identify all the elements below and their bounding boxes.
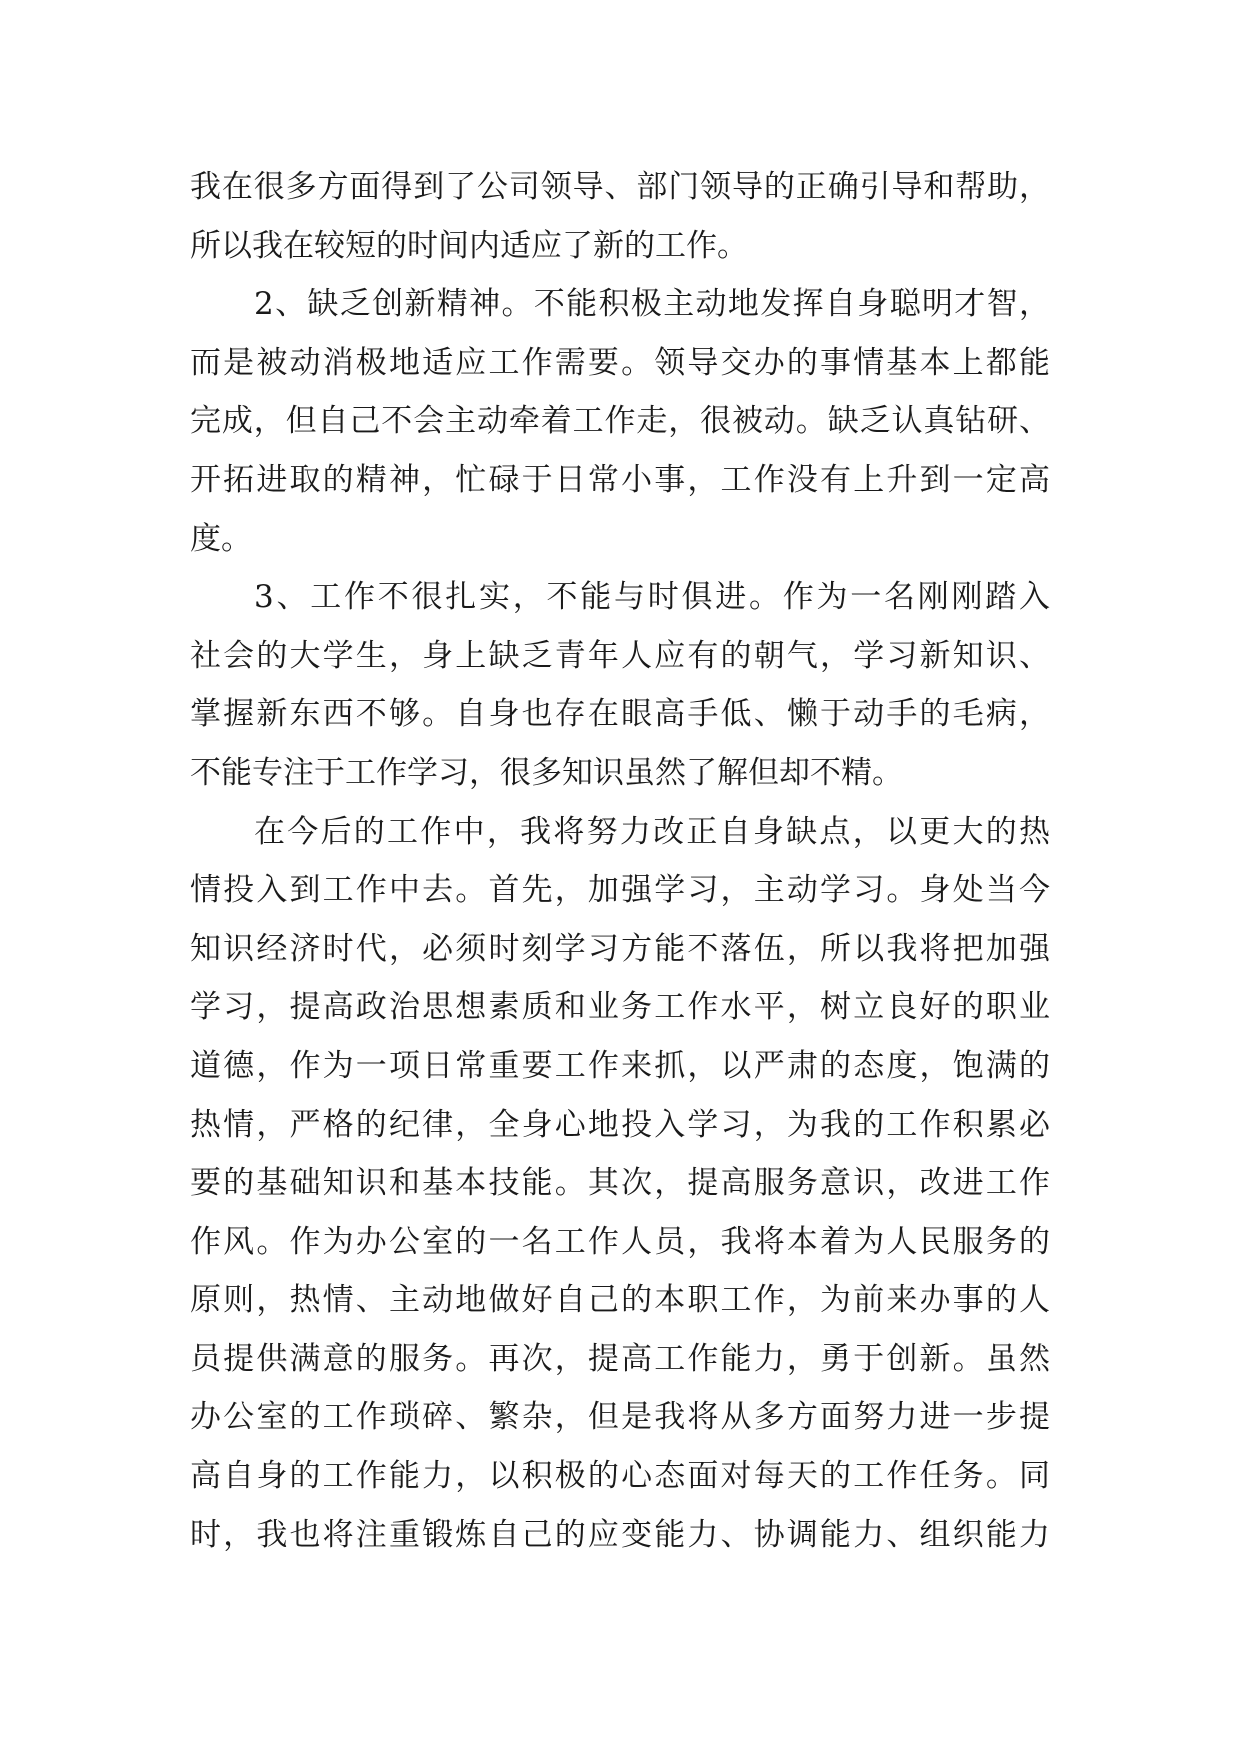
- text-line: 知识经济时代，必须时刻学习方能不落伍，所以我将把加强: [190, 930, 1050, 967]
- text-line: 要的基础知识和基本技能。其次，提高服务意识，改进工作: [190, 1165, 1050, 1202]
- text-line: 而是被动消极地适应工作需要。领导交办的事情基本上都能: [190, 344, 1050, 381]
- text-line: 高自身的工作能力，以积极的心态面对每天的工作任务。同: [190, 1458, 1050, 1495]
- body-text: [190, 158, 1050, 1564]
- text-line: 社会的大学生，身上缺乏青年人应有的朝气，学习新知识、: [190, 637, 1050, 674]
- text-line: 学习，提高政治思想素质和业务工作水平，树立良好的职业: [190, 989, 1050, 1026]
- text-line: 度。: [190, 520, 252, 557]
- text-line: 不能专注于工作学习，很多知识虽然了解但却不精。: [190, 754, 903, 791]
- text-line: 我在很多方面得到了公司领导、部门领导的正确引导和帮助，: [190, 169, 1050, 205]
- text-line: 所以我在较短的时间内适应了新的工作。: [190, 227, 748, 264]
- text-line: 3、工作不很扎实，不能与时俱进。作为一名刚刚踏入: [254, 579, 1050, 616]
- text-line: 原则，热情、主动地做好自己的本职工作，为前来办事的人: [190, 1282, 1050, 1319]
- text-line: 作风。作为办公室的一名工作人员，我将本着为人民服务的: [190, 1223, 1050, 1260]
- text-line: 2、缺乏创新精神。不能积极主动地发挥自身聪明才智，: [254, 286, 1050, 323]
- text-line: 掌握新东西不够。自身也存在眼高手低、懒于动手的毛病，: [190, 696, 1050, 733]
- text-line: 办公室的工作琐碎、繁杂，但是我将从多方面努力进一步提: [190, 1399, 1050, 1436]
- text-line: 开拓进取的精神，忙碌于日常小事，工作没有上升到一定高: [190, 461, 1050, 498]
- text-line: 员提供满意的服务。再次，提高工作能力，勇于创新。虽然: [190, 1340, 1050, 1377]
- text-line: 在今后的工作中，我将努力改正自身缺点，以更大的热: [254, 813, 1050, 850]
- text-line: 情投入到工作中去。首先，加强学习，主动学习。身处当今: [190, 872, 1050, 909]
- text-line: 热情，严格的纪律，全身心地投入学习，为我的工作积累必: [190, 1106, 1050, 1143]
- text-line: 道德，作为一项日常重要工作来抓，以严肃的态度，饱满的: [190, 1047, 1050, 1084]
- text-line: 时，我也将注重锻炼自己的应变能力、协调能力、组织能力: [190, 1516, 1050, 1553]
- text-line: 完成，但自己不会主动牵着工作走，很被动。缺乏认真钻研、: [190, 403, 1050, 440]
